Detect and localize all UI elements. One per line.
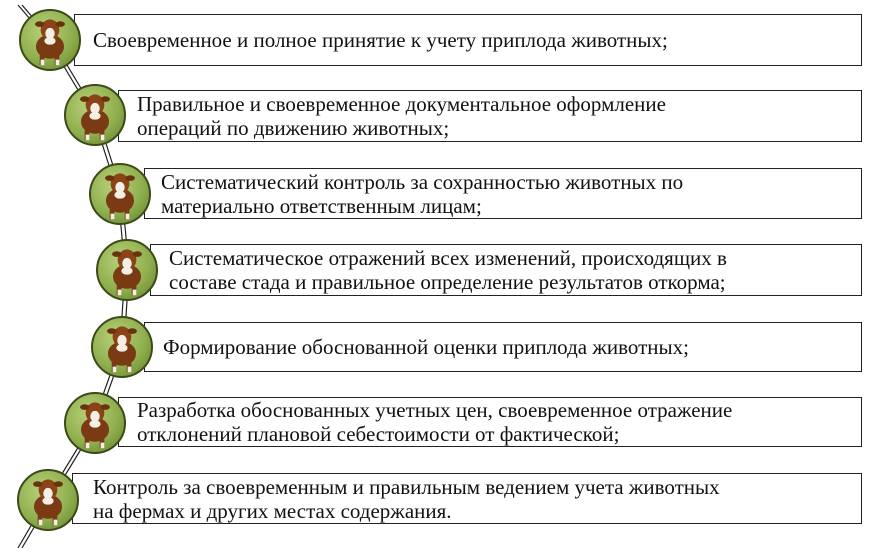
item-box-6 (118, 397, 862, 447)
item-box-1 (74, 14, 862, 66)
item-text: Формирование обоснованной оценки приплода животных; (163, 335, 689, 359)
calf-icon (17, 469, 79, 531)
item-text: Систематический контроль за сохранностью животных по материально ответственным лицам; (161, 169, 684, 218)
item-box-2 (118, 90, 862, 142)
item-text: Своевременное и полное принятие к учету приплода животных; (93, 28, 668, 52)
item-text: Систематическое отражений всех изменений, происходящих в составе стада и правильное определение результатов откорма; (169, 246, 727, 294)
item-text: Разработка обоснованных учетных цен, своевременное отражение отклонений плановой себестоимости от фактической; (137, 398, 733, 446)
calf-icon (19, 9, 81, 71)
item-text: Правильное и своевременное документальное оформление операций по движению животных; (137, 92, 666, 140)
calf-icon (91, 316, 153, 378)
calf-icon (64, 84, 126, 146)
item-box-3 (144, 168, 862, 219)
item-box-4 (150, 244, 862, 296)
calf-icon (89, 163, 151, 225)
item-box-5 (144, 322, 862, 372)
calf-icon (64, 392, 126, 454)
item-box-7 (72, 473, 862, 524)
item-text: Контроль за своевременным и правильным ведением учета животных на фермах и других местах содержания. (93, 474, 720, 523)
calf-icon (96, 239, 158, 301)
